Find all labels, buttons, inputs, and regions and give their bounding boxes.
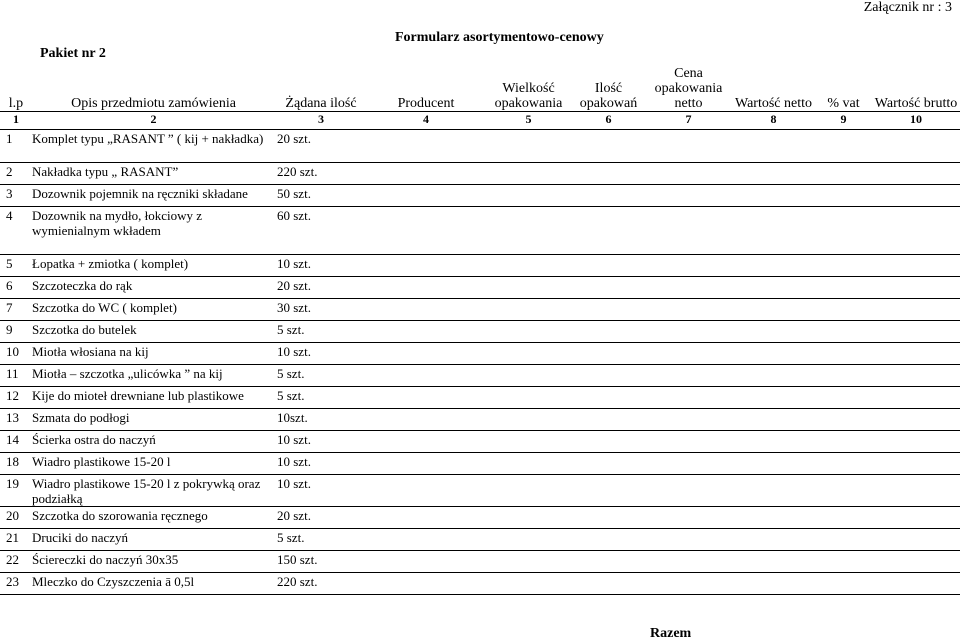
empty-cell — [570, 431, 645, 453]
header-cell: Wartość brutto — [874, 96, 958, 111]
empty-cell — [815, 409, 870, 431]
row-description: Kije do mioteł drewniane lub plastikowe — [32, 388, 244, 403]
empty-cell — [815, 475, 870, 507]
table-row — [0, 299, 960, 321]
table-row — [0, 387, 960, 409]
row-quantity: 10 szt. — [277, 344, 311, 359]
table-row — [0, 573, 960, 595]
empty-cell — [570, 507, 645, 529]
empty-cell — [730, 409, 815, 431]
row-description: Dozownik pojemnik na ręczniki składane — [32, 186, 248, 201]
column-number: 10 — [870, 112, 960, 130]
empty-cell — [730, 387, 815, 409]
empty-cell — [485, 299, 570, 321]
table-row — [0, 255, 960, 277]
empty-cell — [485, 163, 570, 185]
empty-cell — [645, 277, 730, 299]
empty-cell — [645, 475, 730, 507]
empty-cell — [365, 321, 485, 343]
empty-cell — [485, 387, 570, 409]
empty-cell — [645, 299, 730, 321]
empty-cell — [730, 551, 815, 573]
empty-cell — [645, 255, 730, 277]
empty-cell — [730, 475, 815, 507]
column-number: 3 — [275, 112, 365, 130]
empty-cell — [570, 299, 645, 321]
empty-cell — [815, 163, 870, 185]
row-number: 13 — [6, 410, 19, 425]
row-number: 11 — [6, 366, 19, 381]
empty-cell — [570, 163, 645, 185]
empty-cell — [645, 163, 730, 185]
row-quantity: 5 szt. — [277, 388, 305, 403]
column-number: 2 — [30, 112, 275, 130]
row-description: Druciki do naczyń — [32, 530, 129, 545]
row-number: 2 — [6, 164, 13, 179]
empty-cell — [485, 507, 570, 529]
empty-cell — [730, 299, 815, 321]
empty-cell — [485, 475, 570, 507]
header-cell: Producent — [397, 96, 455, 111]
empty-cell — [815, 130, 870, 163]
row-description: Mleczko do Czyszczenia ā 0,5l — [32, 574, 195, 589]
empty-cell — [570, 365, 645, 387]
empty-cell — [485, 365, 570, 387]
empty-cell — [730, 255, 815, 277]
row-description: Wiadro plastikowe 15-20 l z pokrywką oraz podziałką — [32, 476, 261, 506]
row-number: 12 — [6, 388, 19, 403]
total-label: Razem — [650, 626, 692, 641]
empty-cell — [570, 130, 645, 163]
header-cell: Wielkość opakowania — [494, 81, 563, 111]
row-number: 22 — [6, 552, 19, 567]
row-quantity: 60 szt. — [277, 208, 311, 223]
row-quantity: 50 szt. — [277, 186, 311, 201]
empty-cell — [365, 185, 485, 207]
table-row — [0, 163, 960, 185]
row-quantity: 10 szt. — [277, 432, 311, 447]
empty-cell — [815, 529, 870, 551]
row-number: 14 — [6, 432, 19, 447]
empty-cell — [730, 431, 815, 453]
table-row — [0, 431, 960, 453]
row-number: 5 — [6, 256, 13, 271]
empty-cell — [870, 551, 960, 573]
empty-cell — [570, 185, 645, 207]
header-cell: Cena opakowania netto — [654, 66, 723, 111]
empty-cell — [485, 207, 570, 255]
row-number: 4 — [6, 208, 13, 223]
empty-cell — [730, 163, 815, 185]
row-description: Ściereczki do naczyń 30x35 — [32, 552, 179, 567]
row-number: 23 — [6, 574, 19, 589]
empty-cell — [730, 277, 815, 299]
row-quantity: 5 szt. — [277, 530, 305, 545]
empty-cell — [815, 277, 870, 299]
empty-cell — [570, 255, 645, 277]
table-row — [0, 277, 960, 299]
empty-cell — [815, 387, 870, 409]
row-number: 18 — [6, 454, 19, 469]
empty-cell — [570, 475, 645, 507]
empty-cell — [485, 551, 570, 573]
empty-cell — [815, 299, 870, 321]
empty-cell — [815, 551, 870, 573]
table-row — [0, 409, 960, 431]
empty-cell — [870, 365, 960, 387]
empty-cell — [730, 573, 815, 595]
row-quantity: 5 szt. — [277, 322, 305, 337]
row-description: Szczotka do szorowania ręcznego — [32, 508, 208, 523]
row-description: Ścierka ostra do naczyń — [32, 432, 156, 447]
row-quantity: 220 szt. — [277, 164, 318, 179]
table-row — [0, 529, 960, 551]
table-row — [0, 130, 960, 163]
empty-cell — [365, 475, 485, 507]
empty-cell — [570, 551, 645, 573]
table-row — [0, 321, 960, 343]
row-description: Miotła – szczotka „ulicówka ” na kij — [32, 366, 223, 381]
row-quantity: 10 szt. — [277, 454, 311, 469]
empty-cell — [485, 431, 570, 453]
column-number: 9 — [815, 112, 870, 130]
row-quantity: 30 szt. — [277, 300, 311, 315]
row-description: Łopatka + zmiotka ( komplet) — [32, 256, 189, 271]
empty-cell — [870, 343, 960, 365]
empty-cell — [645, 573, 730, 595]
empty-cell — [485, 130, 570, 163]
empty-cell — [870, 163, 960, 185]
empty-cell — [485, 255, 570, 277]
row-quantity: 10 szt. — [277, 256, 311, 271]
empty-cell — [730, 507, 815, 529]
empty-cell — [870, 387, 960, 409]
header-cell: Żądana ilość — [285, 96, 357, 111]
empty-cell — [730, 453, 815, 475]
empty-cell — [365, 573, 485, 595]
empty-cell — [870, 507, 960, 529]
row-quantity: 20 szt. — [277, 508, 311, 523]
row-quantity: 220 szt. — [277, 574, 318, 589]
row-number: 21 — [6, 530, 19, 545]
empty-cell — [870, 529, 960, 551]
empty-cell — [485, 321, 570, 343]
empty-cell — [570, 277, 645, 299]
header-cell: Opis przedmiotu zamówienia — [71, 96, 236, 111]
empty-cell — [570, 387, 645, 409]
empty-cell — [485, 529, 570, 551]
empty-cell — [815, 573, 870, 595]
empty-cell — [645, 321, 730, 343]
empty-cell — [645, 409, 730, 431]
row-description: Nakładka typu „ RASANT” — [32, 164, 179, 179]
table-row — [0, 365, 960, 387]
row-description: Szczotka do butelek — [32, 322, 137, 337]
empty-cell — [730, 365, 815, 387]
empty-cell — [485, 277, 570, 299]
row-quantity: 10szt. — [277, 410, 308, 425]
row-description: Szczoteczka do rąk — [32, 278, 133, 293]
empty-cell — [645, 387, 730, 409]
table-row — [0, 185, 960, 207]
empty-cell — [570, 207, 645, 255]
empty-cell — [870, 321, 960, 343]
column-number-row — [0, 112, 960, 130]
empty-cell — [870, 299, 960, 321]
header-row — [0, 62, 960, 112]
empty-cell — [570, 573, 645, 595]
empty-cell — [485, 185, 570, 207]
empty-cell — [815, 365, 870, 387]
empty-cell — [815, 207, 870, 255]
empty-cell — [570, 453, 645, 475]
column-number: 5 — [485, 112, 570, 130]
header-cell: l.p — [8, 96, 24, 111]
empty-cell — [870, 573, 960, 595]
empty-cell — [365, 529, 485, 551]
row-description: Wiadro plastikowe 15-20 l — [32, 454, 171, 469]
empty-cell — [365, 299, 485, 321]
column-number: 7 — [645, 112, 730, 130]
empty-cell — [815, 185, 870, 207]
empty-cell — [730, 207, 815, 255]
empty-cell — [645, 343, 730, 365]
empty-cell — [485, 573, 570, 595]
empty-cell — [870, 431, 960, 453]
empty-cell — [365, 507, 485, 529]
empty-cell — [815, 343, 870, 365]
empty-cell — [365, 207, 485, 255]
empty-cell — [815, 453, 870, 475]
row-number: 9 — [6, 322, 13, 337]
empty-cell — [365, 431, 485, 453]
header-cell: % vat — [827, 96, 860, 111]
empty-cell — [730, 185, 815, 207]
empty-cell — [870, 453, 960, 475]
empty-cell — [730, 130, 815, 163]
form-title: Formularz asortymentowo-cenowy — [395, 30, 604, 45]
empty-cell — [570, 529, 645, 551]
column-number: 4 — [365, 112, 485, 130]
empty-cell — [570, 321, 645, 343]
price-form-table — [0, 62, 960, 595]
table-row — [0, 551, 960, 573]
empty-cell — [365, 255, 485, 277]
empty-cell — [870, 475, 960, 507]
empty-cell — [870, 409, 960, 431]
empty-cell — [645, 453, 730, 475]
row-description: Komplet typu „RASANT ” ( kij + nakładka) — [32, 131, 264, 146]
row-quantity: 20 szt. — [277, 131, 311, 146]
empty-cell — [815, 431, 870, 453]
empty-cell — [815, 255, 870, 277]
row-number: 3 — [6, 186, 13, 201]
empty-cell — [730, 321, 815, 343]
table-row — [0, 343, 960, 365]
empty-cell — [570, 409, 645, 431]
empty-cell — [870, 207, 960, 255]
empty-cell — [645, 207, 730, 255]
empty-cell — [485, 409, 570, 431]
header-cell: Ilość opakowań — [579, 81, 638, 111]
empty-cell — [570, 343, 645, 365]
attachment-label: Załącznik nr : 3 — [863, 0, 952, 15]
empty-cell — [365, 365, 485, 387]
empty-cell — [365, 409, 485, 431]
row-quantity: 10 szt. — [277, 476, 311, 491]
empty-cell — [645, 130, 730, 163]
row-description: Dozownik na mydło, łokciowy z wymienialnym wkładem — [32, 208, 203, 238]
empty-cell — [645, 529, 730, 551]
empty-cell — [485, 453, 570, 475]
empty-cell — [485, 343, 570, 365]
row-number: 7 — [6, 300, 13, 315]
row-description: Miotła włosiana na kij — [32, 344, 149, 359]
row-number: 6 — [6, 278, 13, 293]
column-number: 6 — [570, 112, 645, 130]
header-cell: Wartość netto — [734, 96, 812, 111]
table-row — [0, 475, 960, 507]
table-row — [0, 507, 960, 529]
empty-cell — [730, 529, 815, 551]
empty-cell — [815, 507, 870, 529]
empty-cell — [870, 185, 960, 207]
column-number: 1 — [0, 112, 30, 130]
table-row — [0, 453, 960, 475]
row-quantity: 150 szt. — [277, 552, 318, 567]
row-description: Szmata do podłogi — [32, 410, 130, 425]
column-number: 8 — [730, 112, 815, 130]
row-quantity: 5 szt. — [277, 366, 305, 381]
row-number: 10 — [6, 344, 19, 359]
empty-cell — [365, 387, 485, 409]
empty-cell — [365, 551, 485, 573]
empty-cell — [870, 255, 960, 277]
empty-cell — [365, 163, 485, 185]
row-number: 19 — [6, 476, 19, 491]
empty-cell — [730, 343, 815, 365]
row-number: 20 — [6, 508, 19, 523]
row-description: Szczotka do WC ( komplet) — [32, 300, 177, 315]
empty-cell — [870, 277, 960, 299]
empty-cell — [645, 185, 730, 207]
empty-cell — [870, 130, 960, 163]
table-row — [0, 207, 960, 255]
empty-cell — [645, 365, 730, 387]
empty-cell — [815, 321, 870, 343]
empty-cell — [365, 277, 485, 299]
empty-cell — [645, 507, 730, 529]
empty-cell — [365, 130, 485, 163]
empty-cell — [365, 453, 485, 475]
package-label: Pakiet nr 2 — [40, 46, 106, 61]
row-quantity: 20 szt. — [277, 278, 311, 293]
empty-cell — [645, 551, 730, 573]
empty-cell — [645, 431, 730, 453]
empty-cell — [365, 343, 485, 365]
row-number: 1 — [6, 131, 13, 146]
